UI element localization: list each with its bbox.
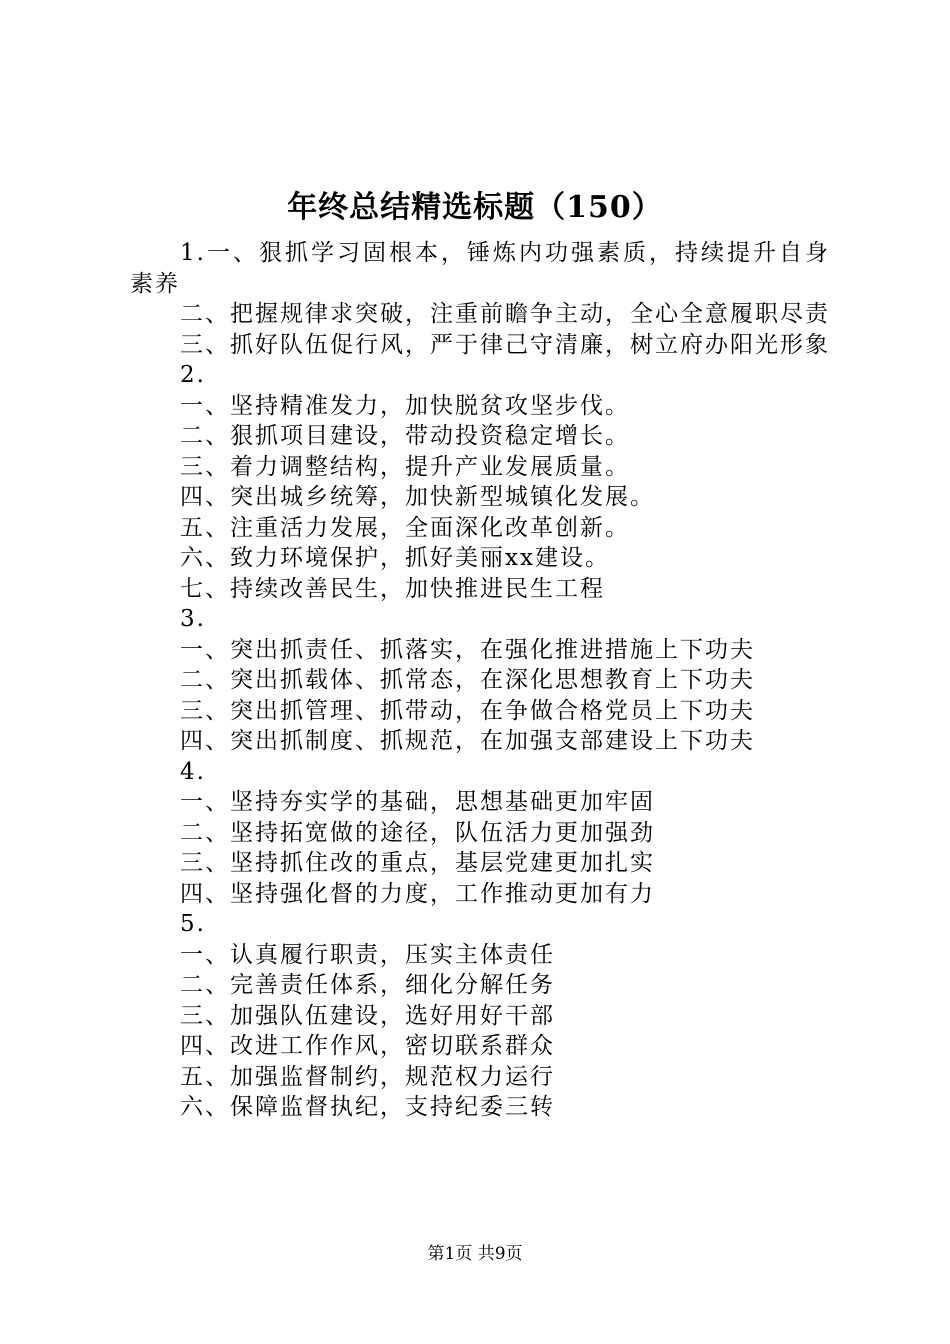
list-item: 二、坚持拓宽做的途径，队伍活力更加强劲	[180, 819, 655, 846]
list-item: 三、突出抓管理、抓带动，在争做合格党员上下功夫	[180, 697, 755, 724]
list-item: 三、加强队伍建设，选好用好干部	[180, 1002, 555, 1029]
list-item: 一、认真履行职责，压实主体责任	[180, 941, 555, 968]
list-item: 四、突出抓制度、抓规范，在加强支部建设上下功夫	[180, 728, 755, 754]
section-2	[130, 360, 830, 604]
list-item: 五、加强监督制约，规范权力运行	[180, 1063, 555, 1090]
list-item: 三、坚持抓住改的重点，基层党建更加扎实	[180, 850, 655, 876]
list-item: 三、着力调整结构，提升产业发展质量。	[180, 453, 630, 480]
list-item: 五、注重活力发展，全面深化改革创新。	[180, 514, 630, 541]
section-4	[130, 757, 830, 910]
section-number: 2.	[180, 362, 206, 388]
list-item: 一、坚持精准发力，加快脱贫攻坚步伐。	[180, 392, 630, 419]
list-item: 四、突出城乡统筹，加快新型城镇化发展。	[180, 484, 655, 510]
section-number: 5.	[180, 911, 206, 937]
list-item: 二、狠抓项目建设，带动投资稳定增长。	[180, 423, 630, 449]
paragraph: 1.一、狠抓学习固根本，锤炼内功强素质，持续提升自身素养	[130, 240, 830, 297]
paragraph: 二、把握规律求突破，注重前瞻争主动，全心全意履职尽责	[180, 301, 830, 327]
list-item: 二、完善责任体系，细化分解任务	[180, 972, 555, 998]
list-item: 一、坚持夯实学的基础，思想基础更加牢固	[180, 789, 655, 815]
list-item: 一、突出抓责任、抓落实，在强化推进措施上下功夫	[180, 636, 755, 663]
section-number: 3.	[180, 606, 206, 632]
section-number: 4.	[180, 758, 206, 785]
paragraph: 三、抓好队伍促行风，严于律己守清廉，树立府办阳光形象	[180, 331, 830, 358]
list-item: 二、突出抓载体、抓常态，在深化思想教育上下功夫	[180, 667, 755, 693]
document-body	[130, 238, 830, 1123]
page-footer: 第1页 共9页	[427, 1244, 523, 1264]
list-item: 四、改进工作作风，密切联系群众	[180, 1033, 555, 1059]
document-title: 年终总结精选标题（150）	[287, 190, 663, 225]
section-3	[130, 604, 830, 757]
section-5	[130, 909, 830, 1123]
list-item: 六、致力环境保护，抓好美丽xx建设。	[180, 545, 610, 571]
list-item: 四、坚持强化督的力度，工作推动更加有力	[180, 880, 655, 907]
list-item: 六、保障监督执纪，支持纪委三转	[180, 1094, 555, 1120]
list-item: 七、持续改善民生，加快推进民生工程	[180, 575, 605, 602]
section-1	[130, 238, 830, 360]
